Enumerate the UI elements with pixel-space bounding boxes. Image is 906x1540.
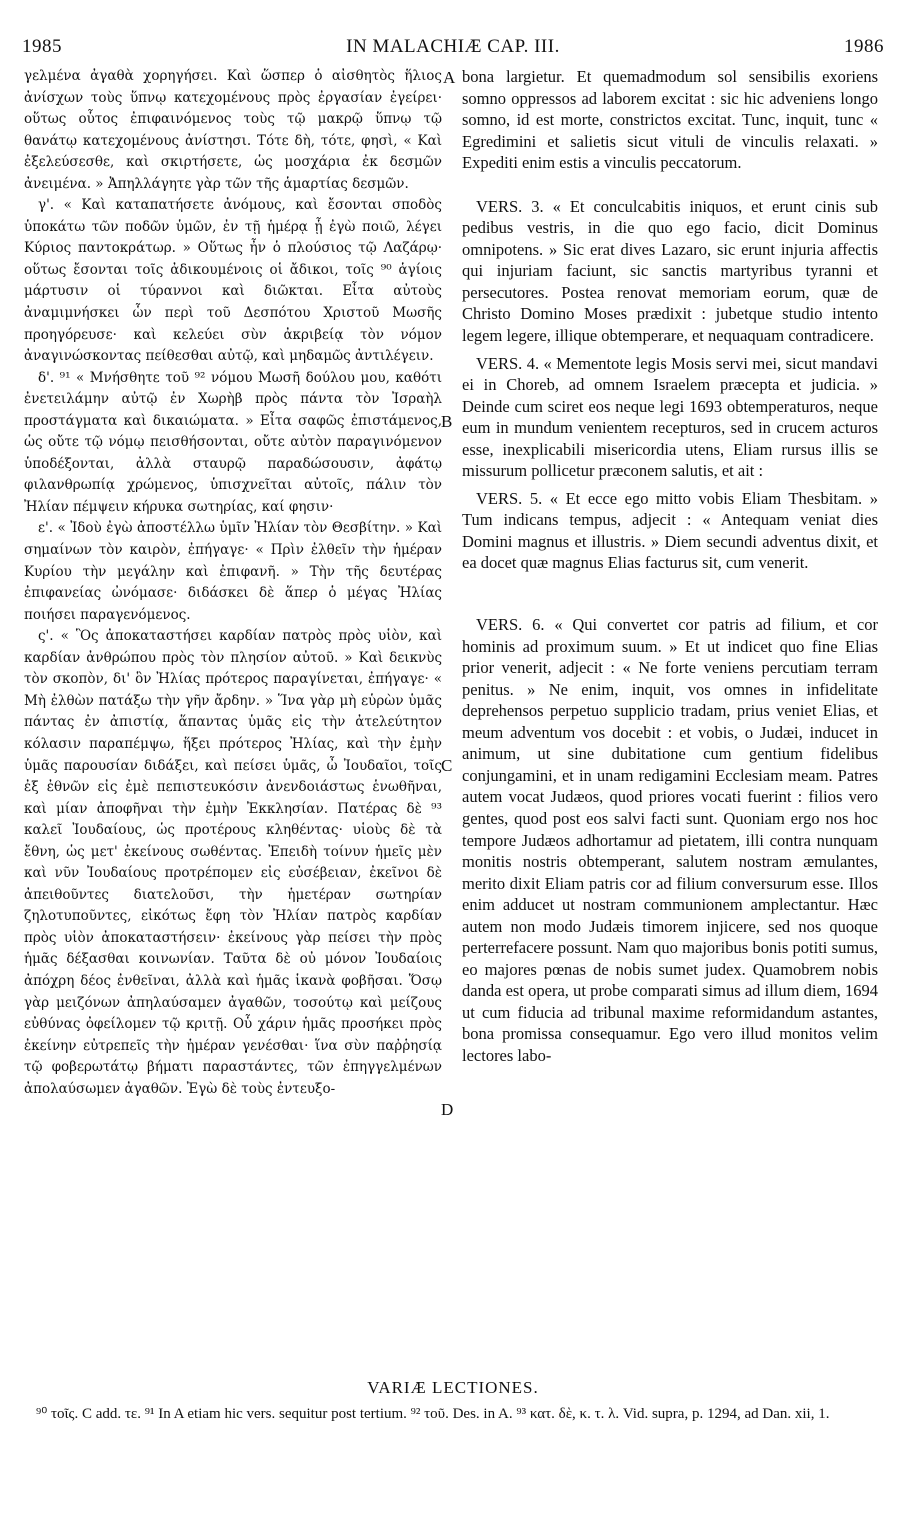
page-number-left: 1985 [22, 36, 62, 57]
variae-lectiones-title: VARIÆ LECTIONES. [367, 1378, 539, 1397]
variae-lectiones-notes [24, 1404, 880, 1424]
greek-paragraph: γ'. « Καὶ καταπατήσετε ἀνόμους, καὶ ἔσονται σποδὸς ὑποκάτω τῶν ποδῶν ὑμῶν, ἐν τῇ ἡμέρᾳ ᾗ ἐγὼ ποιῶ, λέγει Κύριος παντοκράτωρ. » Οὕτως ἦν ὁ πλούσιος τῷ Λαζάρῳ· οὕτως ἔσονται τοῖς ἀδικουμένοις οἱ ἄδικοι, τοῖς ⁹⁰ ἁγίοις μάρτυσιν οἱ τύραννοι καὶ διῶκται. Εἶτα αὐτοὺς ἀναμιμνήσκει ὧν περὶ τοῦ Δεσπότου Χριστοῦ Μωσῆς προηγόρευσε· καὶ κελεύει σὺν ἀκριβείᾳ τὸν νόμον ἀναγινώσκοντας πείθεσθαι αὐτῷ, καὶ μηδαμῶς ἀντιλέγειν. [24, 197, 442, 365]
margin-marker-d: D [441, 1100, 454, 1119]
greek-paragraph: ε'. « Ἰδοὺ ἐγὼ ἀποστέλλω ὑμῖν Ἠλίαν τὸν Θεσβίτην. » Καὶ σημαίνων τὸν καιρὸν, ἐπήγαγε· « Πρὶν ἐλθεῖν τὴν ἡμέραν Κυρίου τὴν μεγάλην καὶ ἐπιφανῆ. » Τὴν τῆς δευτέρας ἐπιφανείας ὠνόμασε· διδάσκει δὲ ἅπερ ὁ μέγας Ἠλίας ποιήσει παραγενόμενος. [24, 520, 442, 623]
margin-marker-c: C [441, 756, 453, 775]
greek-column [24, 66, 442, 1100]
margin-marker-b: B [441, 412, 453, 431]
greek-paragraph: γελμένα ἀγαθὰ χορηγήσει. Καὶ ὥσπερ ὁ αἰσθητὸς ἥλιος ἀνίσχων τοὺς ὕπνῳ κατεχομένους πρὸς ἐργασίαν ἐγείρει· οὕτως οὗτος ἐπιφαινόμενος τοὺς τῷ μακρῷ ὕπνῳ τῷ θανάτῳ κατεχομένους ἀνίστησι. Τότε δὴ, τότε, φησὶ, « Καὶ ἐξελεύσεσθε, καὶ σκιρτήσετε, ὡς μοσχάρια ἐκ δεσμῶν ἀνειμένα. » Ἀπηλλάγητε γὰρ τῶν τῆς ἁμαρτίας δεσμῶν. [24, 68, 442, 192]
latin-paragraph: VERS. 6. « Qui convertet cor patris ad filium, et cor hominis ad proximum suum. » Et ut indicet quo fine Elias prior venerit, adjecit : « Ne forte veniens percutiam terram penitus. » Ne enim, inquit, vos omnes in infidelitate deprehensos perpetuo supplicio tradam, prius veniet Elias, et meum adventum vos docebit : et vobis, o Judæi, inducet in animum, ut sine dubitatione cum gentium fidelibus conjungamini, et in unam redigamini Ecclesiam meam. Patres autem vocat Judæos, quod priores vocati fuerint : filios vero gentes, quod post eos salvi facti sunt. Quoniam ergo nos hoc tempore Judæos adhortamur ad pietatem, illi contra nunquam monitis nostris obtemperant, salutem nostram æmulantes, merito dixit Eliam patris cor ad filium conversurum esse. Illos enim adducet ut nostram communionem amplectantur. Hæc autem non modo Judæis timorem injicere, sed nos quoque perterrefacere possunt. Nam quo majoribus bonis potiti sumus, eo majores pœnas de nobis sumet judex. Quamobrem nobis danda est opera, ut probe comparati simus ad illum diem, 1694 ut cum fiducia ad tribunal maxime reformidandum astantes, bona promissa consequamur. Ego vero illud monitos velim lectores labo- [462, 615, 878, 1065]
page-header [22, 36, 884, 66]
latin-paragraph: bona largietur. Et quemadmodum sol sensibilis exoriens somno oppressos ad laborem excitat : sic hic adveniens longo somno, id est morte, constrictos excitat. Tunc, inquit, tunc « Egredimini et salietis sicut vituli de vinculis relaxati. » Expediti enim estis a vinculis peccatorum. [462, 67, 878, 173]
latin-paragraph: VERS. 5. « Et ecce ego mitto vobis Eliam Thesbitam. » Tum indicans tempus, adjecit : « Antequam veniat dies Domini magnus et illustris. » Diem secundi adventus dixit, et ea docet quæ magnus Elias facturus sit, cum venerit. [462, 488, 878, 573]
margin-marker-a: A [443, 68, 456, 87]
variae-note-text: ⁹⁰ τοῖς. C add. τε. ⁹¹ In A etiam hic vers. sequitur post tertium. ⁹² τοῦ. Des. in A. ⁹³ κατ. δὲ, κ. τ. λ. Vid. supra, p. 1294, ad Dan. xii, 1. [36, 1406, 830, 1422]
latin-column [462, 66, 878, 1067]
page-number-right: 1986 [844, 36, 884, 57]
latin-paragraph: VERS. 3. « Et conculcabitis iniquos, et erunt cinis sub pedibus vestris, in die quo ego facio, dicit Dominus omnipotens. » Sic erat dives Lazaro, sic erunt injuria affectis qui injuriam faciunt, sic sanctis martyribus tyranni et persecutores. Postea renovat memoriam eorum, quæ de Christo Domino Moses prædixit : jubetque studio intento legem legere, illique obtemperare, et nequaquam contradicere. [462, 196, 878, 346]
greek-paragraph: δ'. ⁹¹ « Μνήσθητε τοῦ ⁹² νόμου Μωσῆ δούλου μου, καθότι ἐνετειλάμην αὐτῷ ἐν Χωρὴβ πρὸς πάντα τὸν Ἰσραὴλ προστάγματα καὶ δικαιώματα. » Εἶτα σαφῶς ἐπιστάμενος, ὡς οὔτε τῷ νόμῳ πεισθήσονται, οὔτε αὐτὸν παραγινόμενον ὑποδέξονται, ἀλλὰ σταυρῷ παραδώσουσιν, ἀφάτῳ φιλανθρωπίᾳ χρώμενος, ὑπισχνεῖται αὐτοῖς, πάλιν τὸν Ἠλίαν πέμψειν κήρυκα σωτηρίας, καί φησιν· [24, 369, 442, 515]
greek-paragraph: ς'. « Ὃς ἀποκαταστήσει καρδίαν πατρὸς πρὸς υἱὸν, καὶ καρδίαν ἀνθρώπου πρὸς τὸν πλησίον αὐτοῦ. » Καὶ δεικνὺς τὸν σκοπὸν, δι' ὃν Ἠλίας πρότερος παραγίνεται, ἐπήγαγε· « Μὴ ἐλθὼν πατάξω τὴν γῆν ἄρδην. » Ἵνα γὰρ μὴ εὑρὼν ὑμᾶς πάντας ἐν ἀπιστίᾳ, ἅπαντας ὑμᾶς εἰς τὴν ἀτελεύτητον κόλασιν παραπέμψω, ἥξει πρότερος Ἠλίας, καὶ τὴν ἐμὴν ὑμᾶς παρουσίαν διδάξει, καὶ πείσει ὑμᾶς, ὦ Ἰουδαῖοι, τοῖς ἐξ ἐθνῶν εἰς ἐμὲ πεπιστευκόσιν ἀνενδοιάστως ἑνωθῆναι, καὶ μίαν ἀποφῆναι τὴν ἐμὴν Ἐκκλησίαν. Πατέρας δὲ ⁹³ καλεῖ Ἰουδαίους, ὡς προτέρους κληθέντας· υἱοὺς δὲ τὰ ἔθνη, ὡς μετ' ἐκείνους σωθέντας. Ἐπειδὴ τοίνυν ἡμεῖς μὲν καὶ νῦν Ἰουδαίους προτρέπομεν εἰς εὐσέβειαν, ἐκεῖνοι δὲ ἀπειθοῦντες διατελοῦσι, τὴν ἡμετέραν σωτηρίαν ζηλοτυποῦντες, εἰκότως ἔφη τὸν Ἠλίαν πατρὸς καρδίαν πρὸς υἱὸν ἀποκαταστήσειν· ἐκείνους γὰρ πείσει τὴν πρὸς ἡμᾶς δέξασθαι κοινωνίαν. Ταῦτα δὲ οὐ μόνον Ἰουδαίοις ἀπόχρη δέος ἐνθεῖναι, ἀλλὰ καὶ ἡμᾶς ἱκανὰ φοβῆσαι. Ὅσῳ γὰρ μειζόνων ἀπηλαύσαμεν ἀγαθῶν, τοσούτῳ καὶ μείζους εὐθύνας ὀφείλομεν τῷ κριτῇ. Οὗ χάριν ἡμᾶς προσήκει πρὸς ἐκείνην εὐτρεπεῖς τὴν ἡμέραν γενέσθαι· ἵνα σὺν παῤῥησίᾳ τῷ φοβερωτάτῳ βήματι παραστάντες, τῶν ἐπηγγελμένων ἀπολαύσωμεν ἀγαθῶν. Ἐγὼ δὲ τοὺς ἐντευξο- [24, 628, 442, 1097]
latin-paragraph: VERS. 4. « Mementote legis Mosis servi mei, sicut mandavi ei in Choreb, ad omnem Israelem præcepta et judicia. » Deinde cum sciret eos neque legi 1693 obtemperaturos, neque eum in mundum venientem recepturos, sed in crucem acturos esse, inexplicabili misericordia utens, Eliam rursus illis se missurum pollicetur præconem salutis, et ait : [462, 353, 878, 481]
running-title: IN MALACHIÆ CAP. III. [346, 36, 560, 57]
